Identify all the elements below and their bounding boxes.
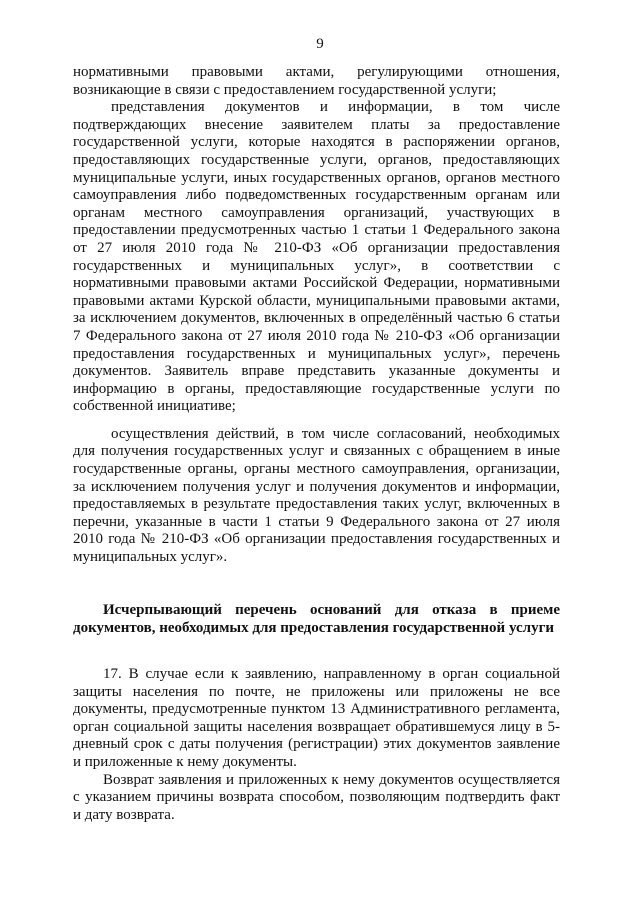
paragraph-item-17: 17. В случае если к заявлению, направленному в орган социальной защиты населения по почте, не приложены или приложены не все документы, предусмотренные пунктом 13 Административного регламента, орган социальной защиты населения возвращает обратившемуся лицу в 5-дневный срок с даты получения (регистрации) этих документов заявление и приложенные к нему документы. — [73, 666, 560, 770]
section-heading: Исчерпывающий перечень оснований для отказа в приеме документов, необходимых для предоставления государственной услуги — [73, 602, 560, 636]
body-text-top — [73, 64, 560, 567]
paragraph-return-method: Возврат заявления и приложенных к нему документов осуществляется с указанием причины возврата способом, позволяющим подтвердить факт и дату возврата. — [73, 771, 560, 823]
paragraph-normative-acts: нормативными правовыми актами, регулирующими отношения, возникающие в связи с предоставлением государственной услуги; — [73, 64, 560, 98]
page-number: 9 — [316, 36, 324, 52]
body-text-bottom — [73, 666, 560, 824]
paragraph-actions-approvals: осуществления действий, в том числе согласований, необходимых для получения государственных услуг и связанных с обращением в иные государственные органы, органы местного самоуправления, организации, за исключением получения услуг и получения документов и информации, предоставляемых в результате предоставления таких услуг, включенных в перечни, указанные в части 1 статьи 9 Федерального закона от 27 июля 2010 года № 210-ФЗ «Об организации предоставления государственных и муниципальных услуг». — [73, 425, 560, 566]
paragraph-documents-information: представления документов и информации, в том числе подтверждающих внесение заявителем платы за предоставление государственной услуги, которые находятся в распоряжении органов, предоставляющих государственные услуги, органов, предоставляющих муниципальные услуги, иных государственных органов, органов местного самоуправления либо подведомственных государственным органам или органам местного самоуправления организаций, участвующих в предоставлении предусмотренных частью 1 статьи 1 Федерального закона от 27 июля 2010 года № 210-ФЗ «Об организации предоставления государственных и муниципальных услуг», в соответствии с нормативными правовыми актами Российской Федерации, нормативными правовыми актами Курской области, муниципальными правовыми актами, за исключением документов, включенных в определённый частью 6 статьи 7 Федерального закона от 27 июля 2010 года № 210-ФЗ «Об организации предоставления государственных и муниципальных услуг», перечень документов. Заявитель вправе представить указанные документы и информацию в органы, предоставляющие государственные услуги по собственной инициативе; — [73, 99, 560, 415]
